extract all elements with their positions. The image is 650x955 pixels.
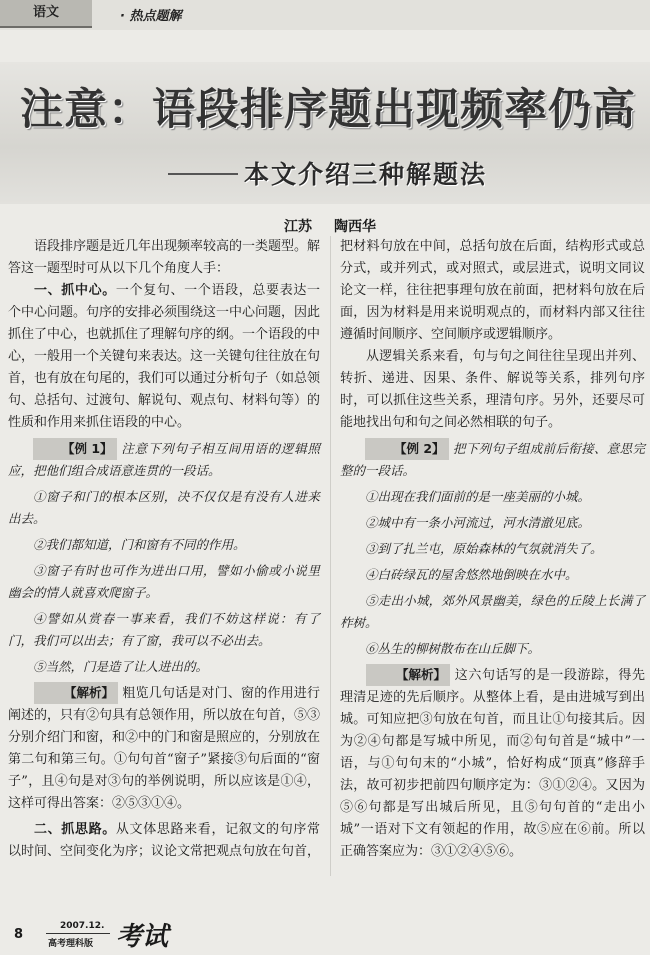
example-1-sentence-4: ④譬如从赏春一事来看，我们不妨这样说：有了门，我们可以出去；有了窗，我可以不必出去。	[8, 611, 320, 648]
article-title: 注意：语段排序题出现频率仍高	[20, 85, 636, 135]
subtitle-dash	[168, 173, 238, 175]
subject-tab: 语文	[0, 0, 92, 28]
example-2-instruction: 把下列句子组成前后衔接、意思完整的一段话。	[340, 441, 645, 478]
example-2-tag: 【例 2】	[365, 438, 449, 460]
analysis-2-tag: 【解析】	[366, 664, 450, 686]
example-2-sentence-2: ②城中有一条小河流过，河水清澈见底。	[365, 515, 591, 530]
section-label: · 热点题解	[120, 9, 182, 24]
footer-rule	[46, 933, 110, 934]
analysis-1-paragraph	[8, 682, 320, 815]
article-subtitle: 本文介绍三种解题法	[244, 160, 488, 189]
author-name: 陶西华	[334, 219, 376, 235]
example-1-tag: 【例 1】	[33, 438, 117, 460]
method-2-continued: 把材料句放在中间，总括句放在后面，结构形式或总分式，或并列式，或对照式，或层进式，说明文同议论文一样，往往把事理句放在前面，把材料句放在后面，因为材料是用来说明观点的，而材料内部又往往遵循时间顺序、空间顺序或逻辑顺序。	[340, 239, 645, 342]
example-2-sentence-3: ③到了扎兰屯，原始森林的气氛就消失了。	[365, 541, 603, 556]
left-column	[8, 236, 320, 863]
analysis-1-tag: 【解析】	[34, 682, 118, 704]
method-1-heading: 一、抓中心。	[34, 283, 116, 298]
method-2-text: 从文体思路来看，记叙文的句序常以时间、空间变化为序；议论文常把观点句放在句首，	[8, 822, 321, 859]
analysis-1-text: 粗览几句话是对门、窗的作用进行阐述的，只有②句具有总领作用，所以放在句首，⑤③分别介绍门和窗，和②中的门和窗是照应的，分别放在第二句和第三句。①句句首“窗子”紧接③句后面的“窗子”，且④句是对③句的举例说明，所以应该是①④，这样可得出答案：②⑤③①④。	[8, 686, 321, 811]
magazine-logo: 考试	[116, 922, 169, 952]
method-2-paragraph	[8, 819, 320, 863]
example-1-instruction: 注意下列句子相互间用语的逻辑照应，把他们组合成语意连贯的一段话。	[8, 441, 320, 478]
right-column	[340, 236, 645, 863]
method-1-paragraph	[8, 280, 320, 434]
example-2-sentence-4: ④白砖绿瓦的屋舍悠然地倒映在水中。	[365, 567, 578, 582]
example-2-prompt	[340, 438, 645, 482]
issue-date: 2007.12.	[60, 921, 105, 931]
edition-label: 高考理科版	[48, 939, 94, 949]
example-1-sentence-1: ①窗子和门的根本区别，决不仅仅是有没有人进来出去。	[8, 489, 320, 526]
header-band	[0, 0, 650, 30]
analysis-2-text: 这六句话写的是一段游踪，得先理清足迹的先后顺序。从整体上看，是由进城写到出城。可知应把③句放在句首，而且让①句接其后。因为②④句都是写城中所见，而②句句首是“城中”一语，与①句句末的“小城”，恰好构成“顶真”修辞手法，故可初步把前四句顺序定为：③①②④。又因为⑤⑥句都是写出城后所见，且⑤句句首的“走出小城”一语对下文有领起的作用，故⑤应在⑥前。所以正确答案应为：③①②④⑤⑥。	[340, 668, 645, 859]
intro-paragraph: 语段排序题是近几年出现频率较高的一类题型。解答这一题型时可从以下几个角度人手：	[8, 239, 321, 276]
author-region: 江苏	[284, 219, 312, 235]
example-1-sentence-2: ②我们都知道，门和窗有不同的作用。	[33, 537, 246, 552]
column-divider	[330, 236, 331, 876]
example-2-sentence-6: ⑥丛生的柳树散布在山丘脚下。	[365, 641, 541, 656]
method-2-heading: 二、抓思路。	[34, 822, 116, 837]
logic-paragraph: 从逻辑关系来看，句与句之间往往呈现出并列、转折、递进、因果、条件、解说等关系，排列句序时，可以抓住这些关系，理清句序。另外，还要尽可能地找出句和句之间必然相联的句子。	[340, 349, 645, 430]
example-1-sentence-3: ③窗子有时也可作为进出口用，譬如小偷或小说里幽会的情人就喜欢爬窗子。	[8, 563, 320, 600]
example-2-sentence-5: ⑤走出小城，郊外风景幽美，绿色的丘陵上长满了柞树。	[340, 593, 645, 630]
method-1-text: 一个复句、一个语段，总要表达一个中心问题。句序的安排必须围绕这一中心问题，因此抓住了中心，也就抓住了理解句序的纲。一个语段的中心，一般用一个关键句来表达。这一关键句往往放在句首，也有放在句尾的，我们可以通过分析句子（如总领句、总括句、过渡句、解说句、观点句、材料句等）的性质和作用来抓住语段的中心。	[8, 283, 321, 430]
example-1-prompt	[8, 438, 320, 482]
page-number: 8	[14, 927, 24, 942]
analysis-2-paragraph	[340, 664, 645, 863]
example-1-sentence-5: ⑤当然，门是造了让人进出的。	[33, 659, 209, 674]
example-2-sentence-1: ①出现在我们面前的是一座美丽的小城。	[365, 489, 591, 504]
